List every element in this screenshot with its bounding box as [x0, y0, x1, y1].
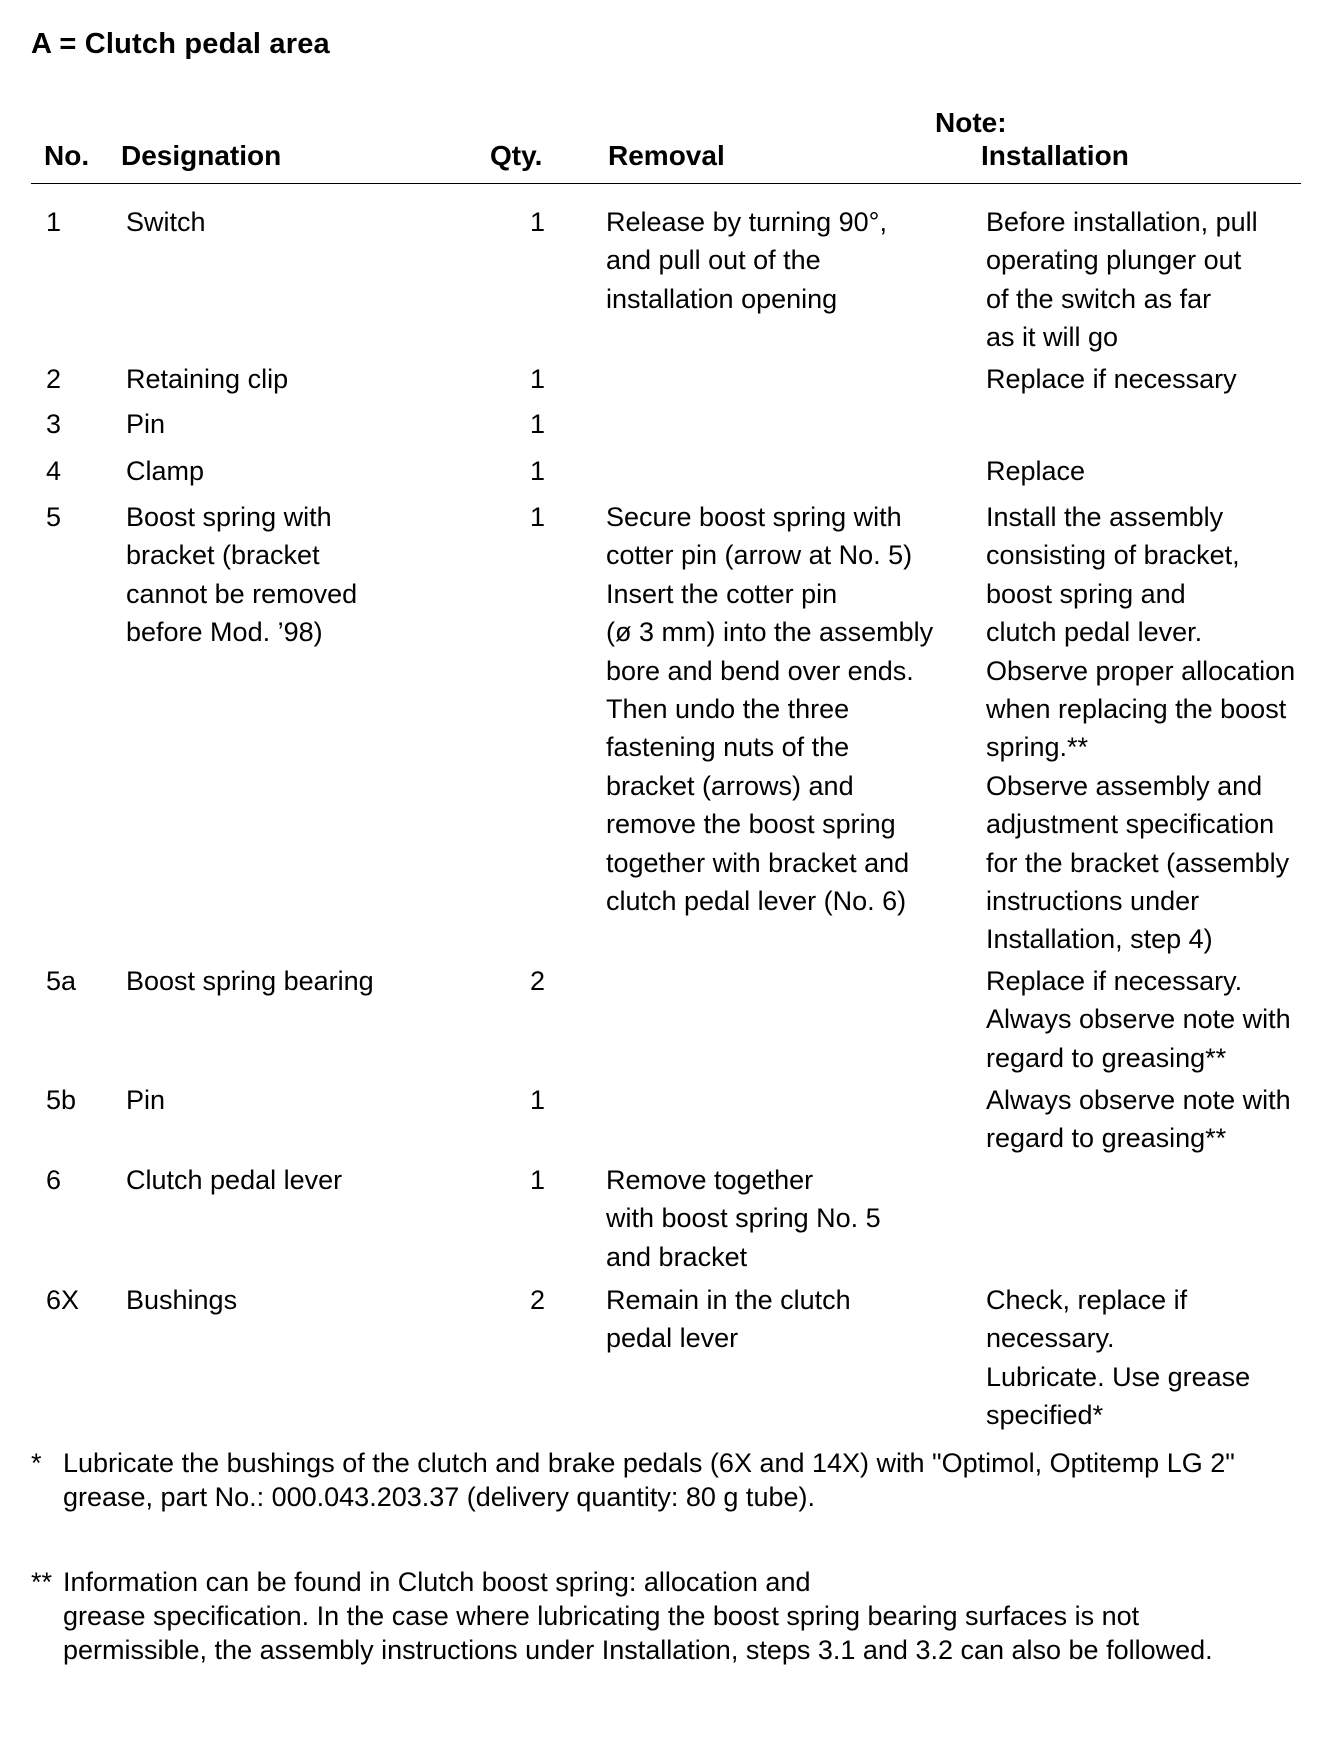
- row-qty: 1: [530, 1165, 546, 1195]
- row-installation: Replace if necessary. Always observe note with regard to greasing**: [986, 966, 1291, 1073]
- row-no: 3: [46, 409, 62, 439]
- row-designation: Pin: [126, 409, 166, 439]
- row-installation: Install the assembly consisting of bracket, boost spring and clutch pedal lever. Observe proper allocation when replacing the boost spring.** Observe assembly and adjustment specification for the bracket (assembly instructions under Installation, step 4): [986, 502, 1296, 955]
- row-qty: 1: [530, 502, 546, 532]
- section-title: A = Clutch pedal area: [31, 28, 330, 60]
- header-installation: Installation: [981, 140, 1129, 171]
- row-no: 5a: [46, 966, 77, 996]
- footnote-text: Information can be found in Clutch boost spring: allocation and grease specification. In the case where lubricating the boost spring bearing surfaces is not permissible, the assembly instructions under Installation, steps 3.1 and 3.2 can also be followed.: [63, 1567, 1213, 1665]
- row-designation: Clamp: [126, 456, 205, 486]
- row-designation: Bushings: [126, 1285, 238, 1315]
- row-qty: 1: [530, 1085, 546, 1115]
- row-designation: Boost spring with bracket (bracket cannot be removed before Mod. ’98): [126, 502, 358, 648]
- row-no: 5: [46, 502, 62, 532]
- row-installation: Always observe note with regard to greasing**: [986, 1085, 1291, 1154]
- row-removal: Remain in the clutch pedal lever: [606, 1285, 851, 1354]
- row-designation: Pin: [126, 1085, 166, 1115]
- header-removal: Removal: [608, 140, 725, 171]
- row-installation: Replace: [986, 456, 1086, 486]
- row-designation: Switch: [126, 207, 206, 237]
- header-note: Note:: [935, 107, 1007, 138]
- row-no: 5b: [46, 1085, 77, 1115]
- row-removal: Remove together with boost spring No. 5 and bracket: [606, 1165, 881, 1272]
- row-installation: Before installation, pull operating plunger out of the switch as far as it will go: [986, 207, 1258, 353]
- row-designation: Boost spring bearing: [126, 966, 374, 996]
- row-installation: Replace if necessary: [986, 364, 1237, 394]
- row-qty: 1: [530, 207, 546, 237]
- header-qty: Qty.: [490, 140, 543, 171]
- row-qty: 2: [530, 1285, 546, 1315]
- row-qty: 1: [530, 364, 546, 394]
- row-qty: 1: [530, 409, 546, 439]
- row-no: 2: [46, 364, 62, 394]
- footnote-double-asterisk: [31, 1565, 1291, 1667]
- footnote-mark: *: [31, 1448, 42, 1478]
- row-installation: Check, replace if necessary. Lubricate. Use grease specified*: [986, 1285, 1251, 1431]
- row-no: 4: [46, 456, 62, 486]
- header-divider: [31, 183, 1301, 184]
- row-designation: Clutch pedal lever: [126, 1165, 343, 1195]
- footnote-mark: **: [31, 1567, 53, 1597]
- row-qty: 1: [530, 456, 546, 486]
- footnote-single-asterisk: [31, 1446, 1291, 1548]
- row-qty: 2: [530, 966, 546, 996]
- row-no: 1: [46, 207, 62, 237]
- row-removal: Secure boost spring with cotter pin (arrow at No. 5) Insert the cotter pin (ø 3 mm) into the assembly bore and bend over ends. Then undo the three fastening nuts of the bracket (arrows) and remove the boost spring together with bracket and clutch pedal lever (No. 6): [606, 502, 934, 917]
- row-no: 6: [46, 1165, 62, 1195]
- header-designation: Designation: [121, 140, 282, 171]
- footnote-text: Lubricate the bushings of the clutch and brake pedals (6X and 14X) with "Optimol, Optitemp LG 2" grease, part No.: 000.043.203.37 (delivery quantity: 80 g tube).: [63, 1448, 1235, 1512]
- row-no: 6X: [46, 1285, 80, 1315]
- row-designation: Retaining clip: [126, 364, 289, 394]
- row-removal: Release by turning 90°, and pull out of the installation opening: [606, 207, 887, 314]
- header-no: No.: [44, 140, 90, 171]
